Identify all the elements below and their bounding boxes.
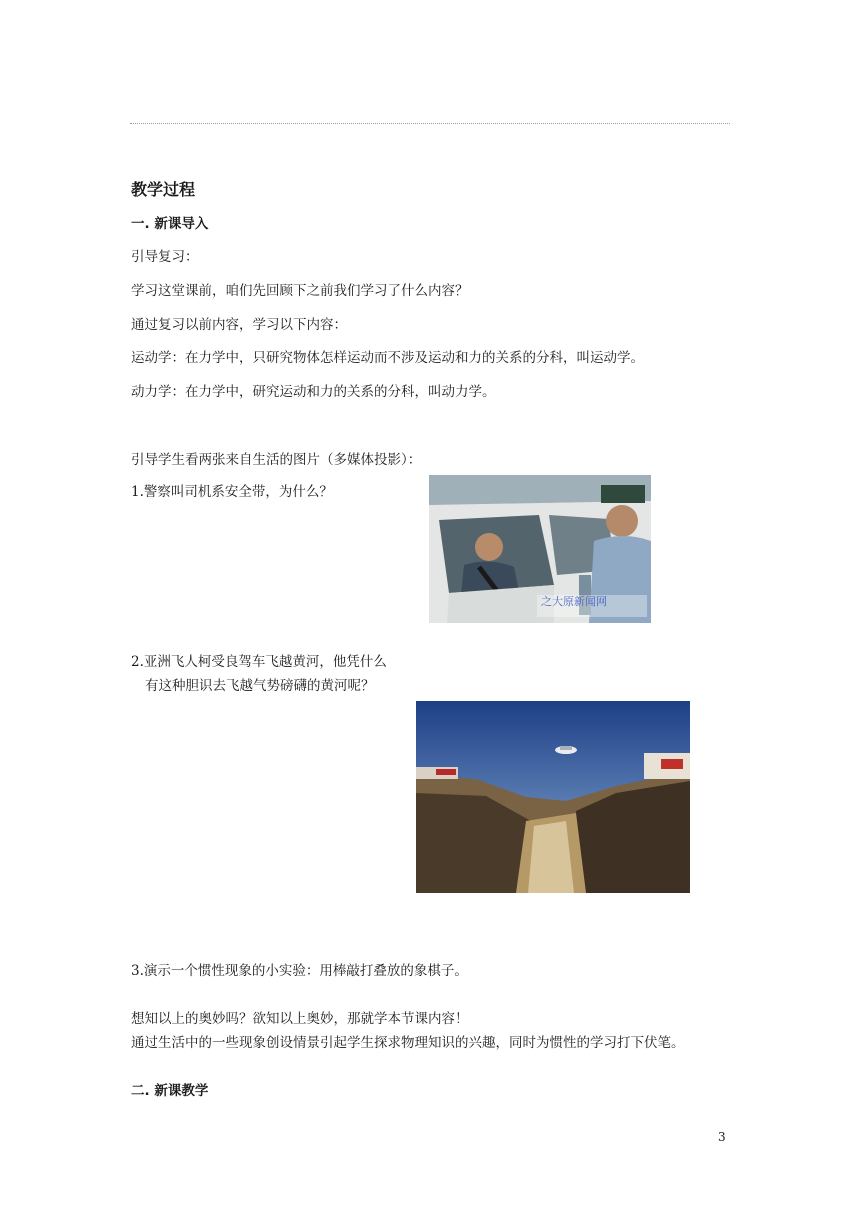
review-question: 学习这堂课前，咱们先回顾下之前我们学习了什么内容？ [131,283,469,299]
subheading-new-lesson-intro: 一. 新课导入 [131,216,209,232]
subheading-new-lesson-teaching: 二. 新课教学 [131,1083,209,1099]
curiosity-prompt: 想知以上的奥妙吗？欲知以上奥妙，那就学本节课内容！ [131,1011,469,1027]
photo-watermark: 之大原新闻网 [541,595,607,608]
item-chess-experiment: 3.演示一个惯性现象的小实验：用棒敲打叠放的象棋子。 [131,963,468,979]
review-prompt: 引导复习： [131,249,199,265]
dynamics-definition: 动力学：在力学中，研究运动和力的关系的分科，叫动力学。 [131,384,496,400]
pictures-intro: 引导学生看两张来自生活的图片（多媒体投影）： [131,452,422,468]
seatbelt-photo [429,475,651,623]
header-rule [130,123,730,124]
item-yellow-river-line2: 有这种胆识去飞越气势磅礴的黄河呢？ [145,678,375,694]
page-number: 3 [718,1130,726,1144]
item-seatbelt: 1.警察叫司机系安全带，为什么？ [131,484,333,500]
section-heading: 教学过程 [131,180,196,199]
review-summary: 通过复习以前内容，学习以下内容： [131,317,347,333]
kinematics-definition: 运动学：在力学中，只研究物体怎样运动而不涉及运动和力的关系的分科，叫运动学。 [131,350,644,366]
item-yellow-river-line1: 2.亚洲飞人柯受良驾车飞越黄河，他凭什么 [131,654,387,670]
design-intent: 通过生活中的一些现象创设情景引起学生探求物理知识的兴趣，同时为惯性的学习打下伏笔。 [131,1035,685,1051]
yellow-river-jump-photo [416,701,690,893]
